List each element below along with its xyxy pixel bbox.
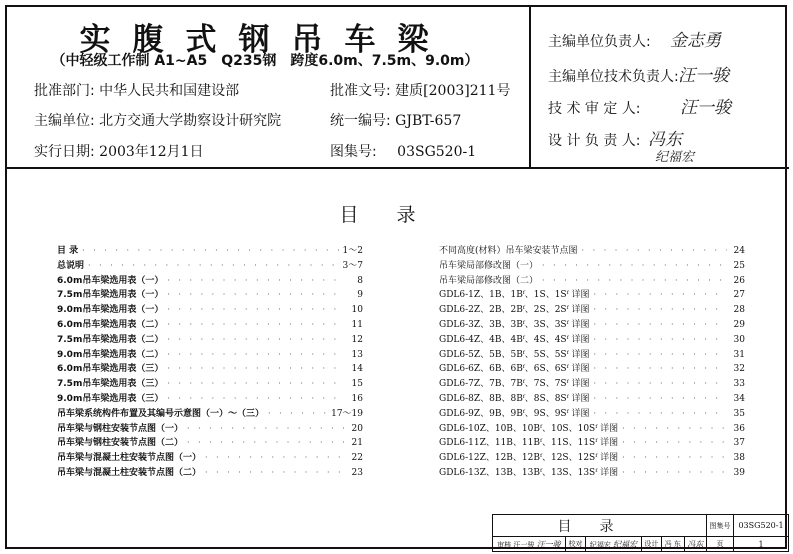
- toc-entry-page: 21: [351, 438, 363, 449]
- toc-entry-title: 7.5m吊车梁选用表（三）: [57, 379, 164, 390]
- toc-entry-title: GDL6-11Z、11B、11Bᶠ、11S、11Sᶠ 详图: [439, 438, 619, 449]
- toc-entry-page: 16: [351, 393, 363, 404]
- leader-dots: [167, 333, 345, 348]
- toc-entry-title: 吊车梁与钢柱安装节点图（二）: [57, 438, 184, 449]
- toc-entry-page: 33: [733, 379, 745, 390]
- toc-entry-page: 26: [733, 275, 745, 286]
- toc-entry-title: 7.5m吊车梁选用表（一）: [57, 290, 164, 301]
- design-head-label: 设 计 负 责 人:: [548, 133, 641, 149]
- toc-entry-page: 9: [357, 290, 363, 301]
- toc-entry-page: 15: [351, 379, 363, 390]
- toc-entry-page: 3～7: [342, 260, 363, 271]
- toc-entry[interactable]: [57, 436, 363, 451]
- toc-entry-page: 31: [733, 349, 745, 360]
- leader-dots: [205, 451, 345, 466]
- leader-dots: [593, 288, 727, 303]
- title-block-design-signature: 冯东: [684, 537, 706, 552]
- toc-entry-title: 6.0m吊车梁选用表（二）: [57, 319, 164, 330]
- header-divider: [5, 167, 789, 169]
- leader-dots: [167, 362, 345, 377]
- title-block-atlas-label: 图集号: [707, 515, 734, 537]
- toc-entry-title: GDL6-5Z、5B、5Bᶠ、5S、5Sᶠ 详图: [439, 349, 590, 360]
- toc-entry[interactable]: [57, 422, 363, 437]
- leader-dots: [88, 259, 339, 274]
- leader-dots: [593, 407, 727, 422]
- leader-dots: [622, 451, 727, 466]
- toc-entry-page: 8: [357, 275, 363, 286]
- leader-dots: [593, 362, 727, 377]
- toc-entry-title: 9.0m吊车梁选用表（三）: [57, 393, 164, 404]
- toc-entry-page: 39: [733, 467, 745, 478]
- unified-no-label: 统一编号:: [330, 113, 391, 129]
- editor-unit-label: 主编单位:: [34, 113, 95, 129]
- leader-dots: [205, 466, 345, 481]
- leader-dots: [187, 436, 345, 451]
- toc-entry[interactable]: [439, 333, 745, 348]
- toc-entry-page: 28: [733, 305, 745, 316]
- title-block-sheet-title: 目录: [493, 515, 707, 537]
- document-title: 实腹式钢吊车梁: [79, 22, 451, 58]
- effective-date-value: 2003年12月1日: [99, 144, 204, 160]
- toc-entry-page: 24: [733, 246, 745, 256]
- toc-entry-title: GDL6-7Z、7B、7Bᶠ、7S、7Sᶠ 详图: [439, 379, 590, 390]
- leader-dots: [622, 436, 727, 451]
- toc-entry-title: GDL6-8Z、8B、8Bᶠ、8S、8Sᶠ 详图: [439, 393, 590, 404]
- toc-entry[interactable]: [439, 466, 745, 481]
- toc-entry[interactable]: [57, 274, 363, 289]
- toc-entry[interactable]: [57, 451, 363, 466]
- toc-entry[interactable]: [57, 362, 363, 377]
- toc-entry-title: 总说明: [57, 260, 85, 271]
- toc-entry-title: GDL6-2Z、2B、2Bᶠ、2S、2Sᶠ 详图: [439, 305, 590, 316]
- approval-doc-value: 建质[2003]211号: [395, 83, 511, 99]
- toc-entry[interactable]: [439, 407, 745, 422]
- toc-entry[interactable]: [57, 318, 363, 333]
- approval-dept-label: 批准部门:: [34, 83, 95, 99]
- unified-no-value: GJBT-657: [395, 113, 462, 129]
- leader-dots: [167, 377, 345, 392]
- toc-entry[interactable]: [57, 259, 363, 274]
- reviewer-label: 技 术 审 定 人:: [548, 101, 641, 117]
- editor-unit: [34, 110, 281, 130]
- toc-entry[interactable]: [57, 244, 363, 259]
- toc-entry[interactable]: [439, 274, 745, 289]
- toc-entry-title: 吊车梁系统构件布置及其编号示意图（一）～（三）: [57, 408, 265, 419]
- toc-entry-page: 29: [733, 319, 745, 330]
- leader-dots: [542, 274, 727, 289]
- leader-dots: [82, 244, 338, 259]
- toc-right-column: [439, 244, 745, 481]
- toc-entry[interactable]: [439, 288, 745, 303]
- title-block-design-name: 冯 东: [662, 537, 685, 552]
- approval-dept: [34, 80, 239, 100]
- toc-entry-title: 6.0m吊车梁选用表（三）: [57, 364, 164, 375]
- toc-entry[interactable]: [57, 348, 363, 363]
- toc-entry-page: 20: [351, 423, 363, 434]
- title-block-page-label: 页: [707, 537, 734, 552]
- unit-head-label: 主编单位负责人:: [548, 34, 651, 50]
- leader-dots: [593, 333, 727, 348]
- toc-entry-title: 7.5m吊车梁选用表（二）: [57, 334, 164, 345]
- title-block-review-label: 审核 汪一骏 汪一骏: [493, 537, 566, 552]
- toc-entry-page: 32: [733, 364, 745, 375]
- toc-entry-title: GDL6-13Z、13B、13Bᶠ、13S、13Sᶠ 详图: [439, 467, 619, 478]
- toc-entry-page: 27: [733, 290, 745, 301]
- tech-head-signature: 汪一骏: [678, 66, 729, 86]
- approval-doc: [330, 80, 510, 100]
- toc-entry-title: GDL6-1Z、1B、1Bᶠ、1S、1Sᶠ 详图: [439, 290, 590, 301]
- toc-entry-title: 目 录: [57, 246, 79, 256]
- toc-entry-title: GDL6-3Z、3B、3Bᶠ、3S、3Sᶠ 详图: [439, 319, 590, 330]
- title-block-check-label: 校对: [565, 537, 585, 552]
- leader-dots: [593, 392, 727, 407]
- toc-entry-title: GDL6-4Z、4B、4Bᶠ、4S、4Sᶠ 详图: [439, 334, 590, 345]
- toc-heading: 目录: [339, 204, 454, 226]
- toc-entry-page: 10: [351, 305, 363, 316]
- toc-entry-page: 1～2: [342, 246, 363, 256]
- toc-entry[interactable]: [439, 377, 745, 392]
- toc-entry-title: GDL6-12Z、12B、12Bᶠ、12S、12Sᶠ 详图: [439, 453, 619, 464]
- toc-entry[interactable]: [439, 318, 745, 333]
- leader-dots: [167, 392, 345, 407]
- atlas-no-value: 03SG520-1: [397, 144, 477, 160]
- design-head-signature-2: 纪福宏: [655, 150, 695, 165]
- leader-dots: [167, 288, 345, 303]
- toc-entry-title: GDL6-10Z、10B、10Bᶠ、10S、10Sᶠ 详图: [439, 423, 619, 434]
- toc-entry-page: 25: [733, 260, 745, 271]
- unified-no: [330, 110, 461, 130]
- leader-dots: [593, 303, 727, 318]
- title-block-atlas-value: 03SG520-1: [734, 515, 789, 537]
- toc-entry[interactable]: [57, 377, 363, 392]
- toc-entry-page: 22: [351, 453, 363, 464]
- toc-entry-page: 14: [351, 364, 363, 375]
- title-block-design-label: 设计: [641, 537, 661, 552]
- toc-entry-page: 30: [733, 334, 745, 345]
- toc-entry[interactable]: [439, 362, 745, 377]
- approval-doc-label: 批准文号:: [330, 83, 391, 99]
- toc-entry[interactable]: [439, 392, 745, 407]
- toc-entry[interactable]: [57, 288, 363, 303]
- effective-date: [34, 141, 204, 161]
- toc-entry[interactable]: [57, 407, 363, 422]
- toc-entry[interactable]: [439, 436, 745, 451]
- toc-entry[interactable]: [57, 333, 363, 348]
- toc-entry-title: 9.0m吊车梁选用表（一）: [57, 305, 164, 316]
- toc-entry[interactable]: [439, 244, 745, 259]
- toc-entry-title: 9.0m吊车梁选用表（二）: [57, 349, 164, 360]
- leader-dots: [167, 348, 345, 363]
- leader-dots: [167, 318, 345, 333]
- approval-dept-value: 中华人民共和国建设部: [99, 83, 240, 99]
- title-block: [492, 514, 789, 552]
- toc-entry-page: 37: [733, 438, 745, 449]
- toc-entry-page: 13: [351, 349, 363, 360]
- toc-entry-title: 吊车梁与混凝土柱安装节点图（一）: [57, 453, 202, 464]
- toc-entry-page: 12: [351, 334, 363, 345]
- leader-dots: [582, 244, 727, 259]
- leader-dots: [593, 318, 727, 333]
- leader-dots: [187, 422, 345, 437]
- toc-entry-title: 吊车梁局部修改图（一）: [439, 260, 539, 271]
- leader-dots: [268, 407, 327, 422]
- leader-dots: [167, 303, 345, 318]
- leader-dots: [593, 377, 727, 392]
- toc-entry-page: 11: [351, 319, 363, 330]
- toc-entry-title: GDL6-6Z、6B、6Bᶠ、6S、6Sᶠ 详图: [439, 364, 590, 375]
- toc-entry-title: 不同高度(材料）吊车梁安装节点图: [439, 246, 578, 256]
- toc-entry-page: 17～19: [331, 408, 363, 419]
- unit-head-signature: 金志勇: [670, 31, 721, 51]
- toc-entry-page: 34: [733, 393, 745, 404]
- leader-dots: [593, 348, 727, 363]
- toc-entry-title: GDL6-9Z、9B、9Bᶠ、9S、9Sᶠ 详图: [439, 408, 590, 419]
- design-head-signature: 冯东: [648, 130, 682, 150]
- toc-entry[interactable]: [57, 303, 363, 318]
- tech-head-label: 主编单位技术负责人:: [548, 69, 679, 85]
- toc-entry[interactable]: [57, 392, 363, 407]
- leader-dots: [167, 274, 345, 289]
- toc-entry[interactable]: [439, 451, 745, 466]
- title-block-page-value: 1: [734, 537, 789, 552]
- toc-entry[interactable]: [439, 348, 745, 363]
- toc-entry[interactable]: [57, 466, 363, 481]
- atlas-no: [330, 141, 476, 161]
- toc-entry-page: 38: [733, 453, 745, 464]
- leader-dots: [622, 422, 727, 437]
- atlas-no-label: 图集号:: [330, 144, 377, 160]
- toc-entry[interactable]: [439, 303, 745, 318]
- title-block-check-name: 纪福宏 纪福宏: [586, 537, 642, 552]
- reviewer-signature: 汪一骏: [680, 98, 731, 118]
- leader-dots: [622, 466, 727, 481]
- toc-entry-page: 36: [733, 423, 745, 434]
- document-subtitle: （中轻级工作制 A1~A5 Q235钢 跨度6.0m、7.5m、9.0m）: [51, 53, 479, 69]
- editor-unit-value: 北方交通大学勘察设计研究院: [99, 113, 282, 129]
- toc-left-column: [57, 244, 363, 481]
- toc-entry-title: 吊车梁局部修改图（二）: [439, 275, 539, 286]
- toc-entry-page: 23: [351, 467, 363, 478]
- toc-entry-title: 吊车梁与钢柱安装节点图（一）: [57, 423, 184, 434]
- leader-dots: [542, 259, 727, 274]
- toc-entry-title: 吊车梁与混凝土柱安装节点图（二）: [57, 467, 202, 478]
- toc-entry-title: 6.0m吊车梁选用表（一）: [57, 275, 164, 286]
- toc-entry[interactable]: [439, 259, 745, 274]
- toc-entry[interactable]: [439, 422, 745, 437]
- effective-date-label: 实行日期:: [34, 144, 95, 160]
- toc-entry-page: 35: [733, 408, 745, 419]
